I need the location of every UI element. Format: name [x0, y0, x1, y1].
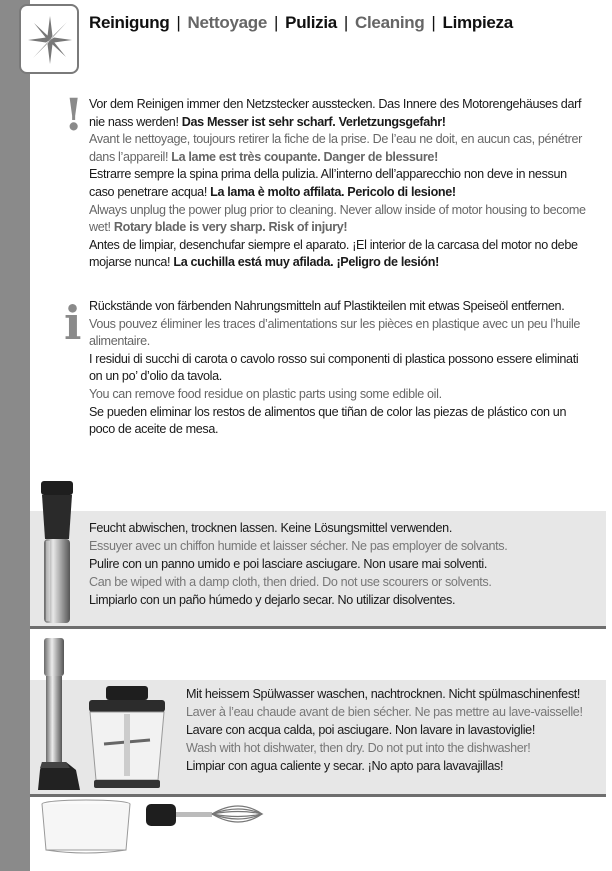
section1-text [89, 519, 507, 609]
title-de: Reinigung [89, 13, 170, 32]
page-header [89, 13, 513, 33]
section1-it: Pulire con un panno umido e poi lasciare asciugare. Non usare mai solventi. [89, 557, 487, 571]
title-separator: | [431, 13, 436, 32]
info-de: Rückstände von färbenden Nahrungsmitteln auf Plastikteilen mit etwas Speiseöl entfernen. [89, 299, 565, 313]
warning-de: Vor dem Reinigen immer den Netzstecker ausstecken. Das Innere des Motorengehäuses darf nie nass werden! Das Messer ist sehr scharf. Verletzungsgefahr! [89, 97, 582, 129]
title-fr: Nettoyage [187, 13, 268, 32]
section-divider [30, 626, 606, 629]
info-block [89, 298, 589, 439]
info-es: Se pueden eliminar los restos de alimentos que tiñan de color las piezas de plástico con un poco de aceite de mesa. [89, 404, 567, 437]
section2-fr: Laver à l’eau chaude avant de bien sécher. Ne pas mettre au lave-vaisselle! [186, 705, 583, 719]
section1-es: Limpiarlo con un paño húmedo y dejarlo secar. No utilizar disolventes. [89, 593, 456, 607]
warning-fr: Avant le nettoyage, toujours retirer la fiche de la prise. De l’eau ne doit, en aucun cas, pénétrer dans l’appareil! La lame est très coupante. Danger de blessure! [89, 132, 582, 164]
blender-shaft-image [36, 636, 82, 794]
title-separator: | [176, 13, 181, 32]
title-separator: | [274, 13, 279, 32]
title-en: Cleaning [355, 13, 425, 32]
title-it: Pulizia [285, 13, 337, 32]
section1-de: Feucht abwischen, trocknen lassen. Keine Lösungsmittel verwenden. [89, 521, 452, 535]
section2-es: Limpiar con agua caliente y secar. ¡No apto para lavavajillas! [186, 759, 504, 773]
motor-unit-image [36, 479, 78, 625]
section-divider [30, 794, 606, 797]
section1-en: Can be wiped with a damp cloth, then dried. Do not use scourers or solvents. [89, 575, 492, 589]
exclamation-icon: ! [64, 90, 84, 141]
warning-en: Always unplug the power plug prior to cleaning. Never allow inside of motor housing to become wet! Rotary blade is very sharp. Risk of injury! [89, 202, 586, 235]
info-en: You can remove food residue on plastic parts using some edible oil. [89, 386, 442, 401]
sidebar-bar [0, 0, 30, 871]
info-fr: Vous pouvez éliminer les traces d’alimentations sur les pièces en plastique avec un peu l’huile alimentaire. [89, 316, 581, 349]
section2-text [186, 685, 583, 775]
star-logo-icon [27, 14, 73, 66]
whisk-image [144, 800, 266, 834]
section2-en: Wash with hot dishwater, then dry. Do not put into the dishwasher! [186, 741, 531, 755]
beaker-image [40, 798, 132, 856]
section1-fr: Essuyer avec un chiffon humide et laisser sécher. Ne pas employer de solvants. [89, 539, 508, 553]
info-it: I residui di succhi di carota o cavolo rosso sui componenti di plastica possono essere eliminati on un po’ d’olio da tavola. [89, 351, 579, 384]
title-separator: | [343, 13, 349, 32]
info-icon: i [64, 296, 82, 350]
title-es: Limpieza [442, 13, 513, 32]
section2-it: Lavare con acqua calda, poi asciugare. Non lavare in lavastoviglie! [186, 723, 535, 737]
section2-de: Mit heissem Spülwasser waschen, nachtrocknen. Nicht spülmaschinenfest! [186, 687, 581, 701]
warning-es: Antes de limpiar, desenchufar siempre el aparato. ¡El interior de la carcasa del motor no debe mojarse nunca! La cuchilla está muy afilada. ¡Peligro de lesión! [89, 237, 578, 270]
logo [19, 4, 79, 74]
warning-it: Estrarre sempre la spina prima della pulizia. All’interno dell’apparecchio non deve in nessun caso penetrare acqua! La lama è molto affilata. Pericolo di lesione! [89, 167, 567, 199]
chopper-bowl-image [84, 684, 170, 790]
warning-block [89, 96, 589, 272]
